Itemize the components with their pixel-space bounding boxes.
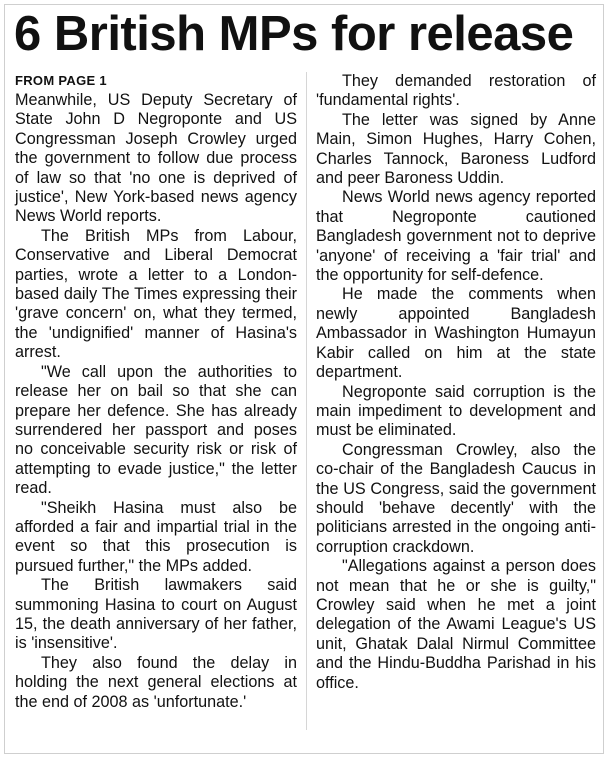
paragraph: News World news agency reported that Negroponte cautioned Bangladesh government not to deprive 'anyone' of receiving a 'fair trial' and the opportunity for self-defence. xyxy=(316,188,596,285)
paragraph: The British MPs from Labour, Conservative and Liberal Democrat parties, wrote a letter to a London-based daily The Times expressing their 'grave concern' on, what they termed, the 'undignified' manner of Hasina's arrest. xyxy=(15,226,297,362)
paragraph: The British lawmakers said summoning Hasina to court on August 15, the death anniversary of her father, is 'insensitive'. xyxy=(15,576,297,653)
kicker: FROM PAGE 1 xyxy=(15,73,107,88)
paragraph: They demanded restoration of 'fundamental rights'. xyxy=(316,72,596,110)
paragraph: "Sheikh Hasina must also be afforded a fair and impartial trial in the event so that this prosecution is pursued further," the MPs added. xyxy=(15,498,297,575)
paragraph: He made the comments when newly appointed Bangladesh Ambassador in Washington Humayun Kabir called on him at the state department. xyxy=(316,285,596,382)
paragraph: "We call upon the authorities to release her on bail so that she can prepare her defence. She has already surrendered her passport and poses no conceivable security risk or risk of attempting to evade justice," the letter read. xyxy=(15,362,297,498)
paragraph: The letter was signed by Anne Main, Simon Hughes, Harry Cohen, Charles Tannock, Baroness Ludford and peer Baroness Uddin. xyxy=(316,110,596,188)
paragraph: They also found the delay in holding the next general elections at the end of 2008 as 'unfortunate.' xyxy=(15,653,297,711)
left-column xyxy=(15,72,297,712)
paragraph: Meanwhile, US Deputy Secretary of State John D Negroponte and US Congressman Joseph Crowley urged the government to follow due process of law so that 'no one is deprived of justice', New York-based news agency News World reports. xyxy=(15,91,297,226)
column-divider xyxy=(306,72,307,730)
paragraph: Congressman Crowley, also the co-chair of the Bangladesh Caucus in the US Congress, said the government should 'behave decently' with the politicians arrested in the ongoing anti-corruption crackdown. xyxy=(316,440,596,556)
headline: 6 British MPs for release xyxy=(14,7,574,61)
right-column xyxy=(316,72,596,693)
paragraph: Negroponte said corruption is the main impediment to development and must be eliminated. xyxy=(316,382,596,440)
paragraph: "Allegations against a person does not mean that he or she is guilty," Crowley said when he met a joint delegation of the Awami League's US unit, Ghatak Dalal Nirmul Committee and the Hindu-Buddha Parishad in his office. xyxy=(316,557,596,692)
